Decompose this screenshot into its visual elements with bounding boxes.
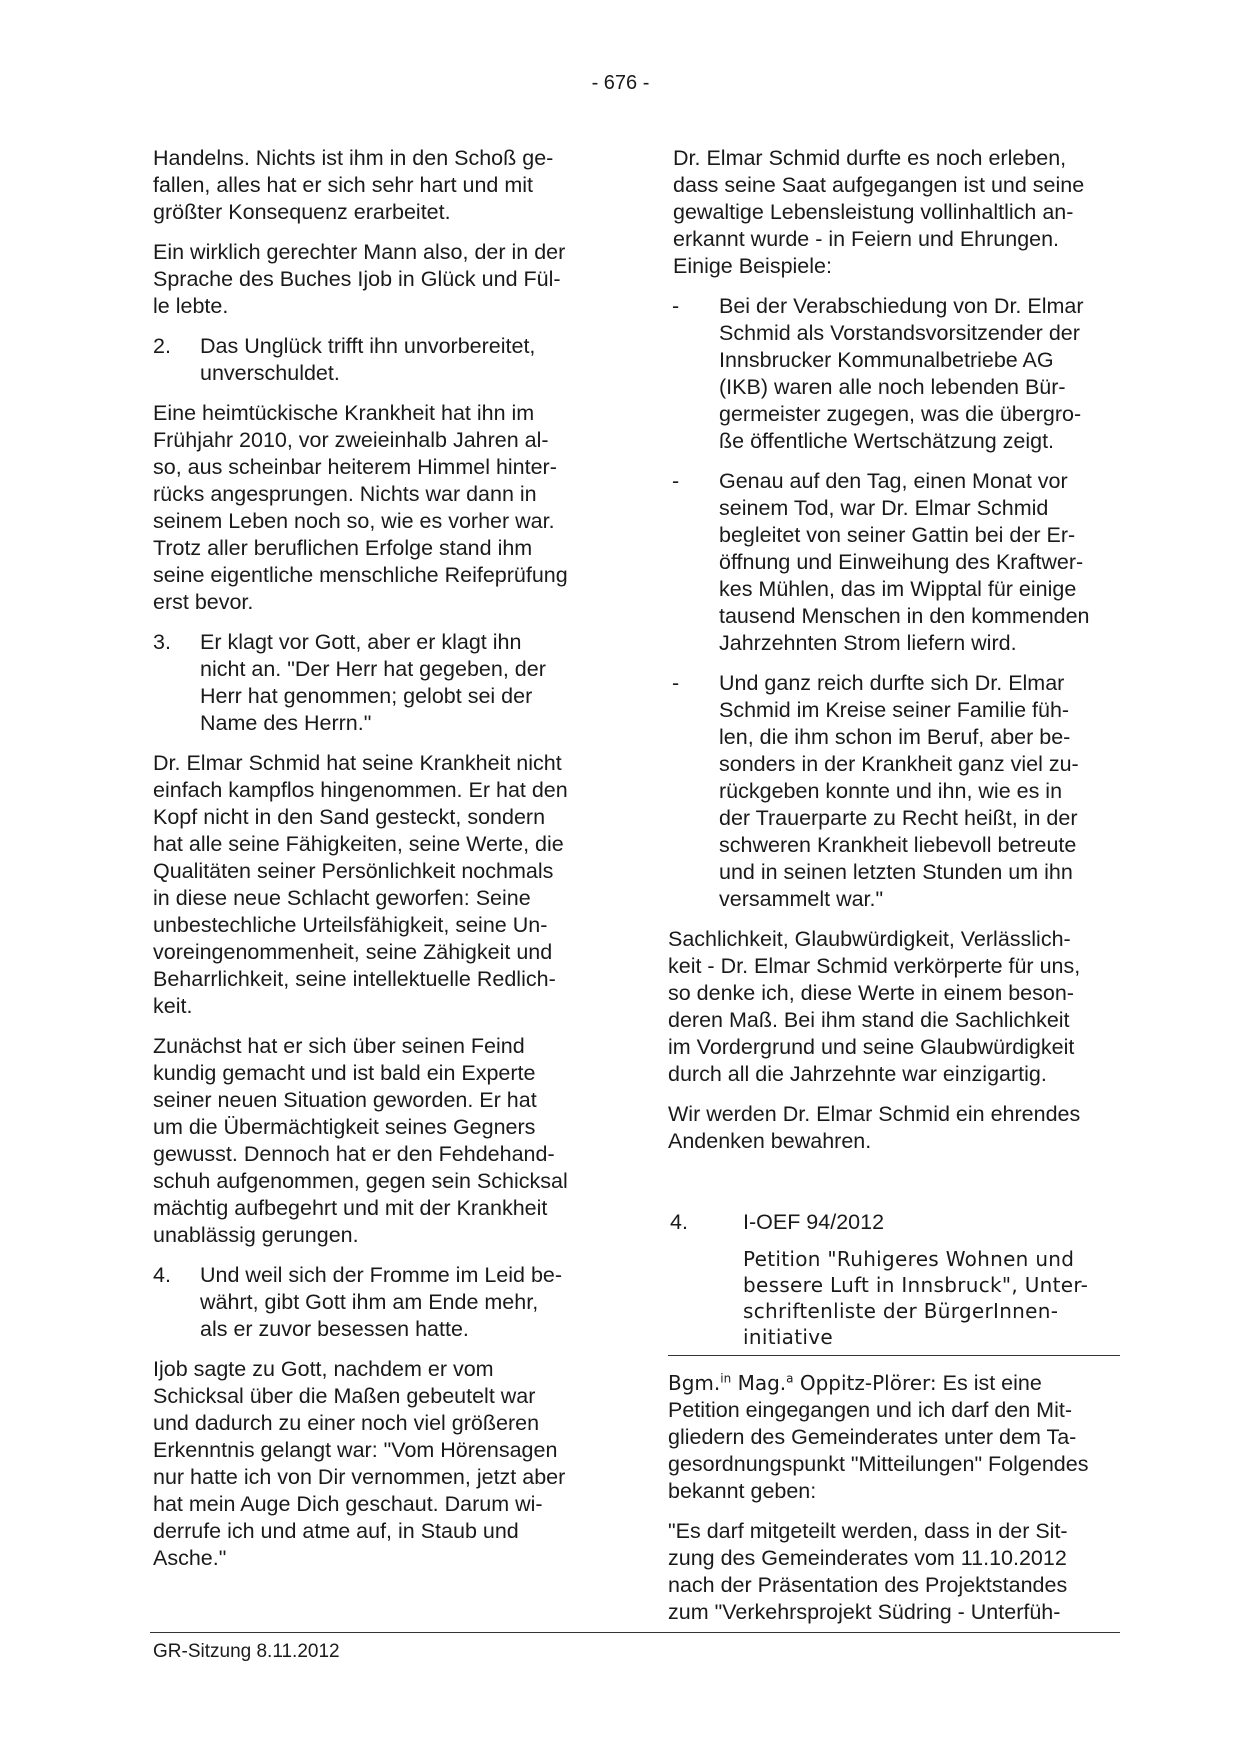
footer-text: GR-Sitzung 8.11.2012 (153, 1641, 340, 1662)
item-text: Und weil sich der Fromme im Leid be- währt, gibt Gott ihm am Ende mehr, als er zuvor besessen hatte. (200, 1263, 563, 1341)
bullet-item (668, 293, 1120, 455)
paragraph: Ijob sagte zu Gott, nachdem er vom Schicksal über die Maßen gebeutelt war und dadurch zu einer noch viel größeren Erkenntnis gelangt war: "Vom Hörensagen nur hatte ich von Dir vernommen, jetzt aber hat mein Auge Dich geschaut. Darum wi- derrufe ich und atme auf, in Staub und Asche." (153, 1357, 566, 1570)
page-number: - 676 - (591, 72, 650, 94)
speaker-sup-2: a (786, 1371, 794, 1386)
speaker-paragraph (668, 1370, 1120, 1505)
agenda-header (668, 1209, 1120, 1236)
paragraph: Dr. Elmar Schmid durfte es noch erleben, dass seine Saat aufgegangen ist und seine gewaltige Lebensleistung vollinhaltlich an- erkannt wurde - in Feiern und Ehrungen. Einige Beispiele: (673, 146, 1085, 278)
paragraph: "Es darf mitgeteilt werden, dass in der Sit- zung des Gemeinderates vom 11.10.2012 nach der Präsentation des Projektstandes zum "Verkehrsprojekt Südring - Unterfüh- (668, 1519, 1068, 1624)
bullet-marker: - (672, 671, 680, 695)
right-column (668, 145, 1120, 1639)
left-column (153, 145, 593, 1585)
paragraph: Zunächst hat er sich über seinen Feind kundig gemacht und ist bald ein Experte seiner neuen Situation geworden. Er hat um die Übermächtigkeit seines Gegners gewusst. Dennoch hat er den Fehdehand- schuh aufgenommen, gegen sein Schicksal mächtig aufbegehrt und mit der Krankheit unablässig gerungen. (153, 1034, 568, 1247)
agenda-code: I-OEF 94/2012 (743, 1210, 885, 1234)
numbered-item (153, 1262, 593, 1343)
item-number: 3. (153, 630, 171, 654)
numbered-item (153, 333, 593, 387)
bullet-text: Und ganz reich durfte sich Dr. Elmar Schmid im Kreise seiner Familie füh- len, die ihm schon im Beruf, aber be- sonders in der Krankheit ganz viel zu- rückgeben konnte und ihn, wie es in der Trauerparte zu Recht heißt, in der schweren Krankheit liebevoll betreute und in seinen letzten Stunden um ihn versammelt war." (719, 671, 1079, 911)
item-number: 4. (153, 1263, 171, 1287)
bullet-marker: - (672, 469, 680, 493)
item-text: Er klagt vor Gott, aber er klagt ihn nicht an. "Der Herr hat gegeben, der Herr hat genommen; gelobt sei der Name des Herrn." (200, 630, 546, 735)
speaker-sup-1: in (720, 1371, 732, 1386)
agenda-number: 4. (670, 1210, 688, 1234)
bullet-item (668, 670, 1120, 913)
bullet-text: Bei der Verabschiedung von Dr. Elmar Schmid als Vorstandsvorsitzender der Innsbrucker Kommunalbetriebe AG (IKB) waren alle noch lebenden Bür- germeister zugegen, was die übergro- ße öffentliche Wertschätzung zeigt. (719, 294, 1084, 453)
agenda-divider (668, 1355, 1120, 1356)
paragraph: Eine heimtückische Krankheit hat ihn im Frühjahr 2010, vor zweieinhalb Jahren al- so, aus scheinbar heiterem Himmel hinter- rücks angesprungen. Nichts war dann in seinem Leben noch so, wie es vorher war. Trotz aller beruflichen Erfolge stand ihm seine eigentliche menschliche Reifeprüfung erst bevor. (153, 401, 568, 614)
footer-divider (150, 1632, 1120, 1633)
agenda-title: Petition "Ruhigeres Wohnen und bessere Luft in Innsbruck", Unter- schriftenliste der BürgerInnen- initiative (743, 1247, 1089, 1349)
paragraph: Sachlichkeit, Glaubwürdigkeit, Verlässlich- keit - Dr. Elmar Schmid verkörperte für uns, so denke ich, diese Werte in einem beson- deren Maß. Bei ihm stand die Sachlichkeit im Vordergrund und seine Glaubwürdigkeit durch all die Jahrzehnte war einzigartig. (668, 927, 1081, 1086)
bullet-marker: - (672, 294, 680, 318)
speaker-surname: Oppitz-Plörer: (793, 1371, 937, 1395)
paragraph: Ein wirklich gerechter Mann also, der in der Sprache des Buches Ijob in Glück und Fül- le lebte. (153, 240, 566, 318)
speaker-title-a: Bgm. (668, 1371, 721, 1395)
item-number: 2. (153, 334, 171, 358)
paragraph: Handelns. Nichts ist ihm in den Schoß ge- fallen, alles hat er sich sehr hart und mit größter Konsequenz erarbeitet. (153, 146, 554, 224)
bullet-text: Genau auf den Tag, einen Monat vor seinem Tod, war Dr. Elmar Schmid begleitet von seiner Gattin bei der Er- öffnung und Einweihung des Kraftwer- kes Mühlen, das im Wipptal für einige tausend Menschen in den kommenden Jahrzehnten Strom liefern wird. (719, 469, 1090, 655)
speaker-name (668, 1371, 937, 1395)
paragraph: Wir werden Dr. Elmar Schmid ein ehrendes Andenken bewahren. (668, 1102, 1081, 1153)
speaker-title-b: Mag. (731, 1371, 787, 1395)
item-text: Das Unglück trifft ihn unvorbereitet, unverschuldet. (200, 334, 536, 385)
bullet-item (668, 468, 1120, 657)
speech-text: Es ist eine Petition eingegangen und ich darf den Mit- gliedern des Gemeinderates unter dem Ta- gesordnungspunkt "Mitteilungen" Folgendes bekannt geben: (668, 1371, 1089, 1503)
agenda-item (668, 1209, 1120, 1350)
numbered-item (153, 629, 593, 737)
paragraph: Dr. Elmar Schmid hat seine Krankheit nicht einfach kampflos hingenommen. Er hat den Kopf nicht in den Sand gesteckt, sondern hat alle seine Fähigkeiten, seine Werte, die Qualitäten seiner Persönlichkeit nochmals in diese neue Schlacht geworfen: Seine unbestechliche Urteilsfähigkeit, seine Un- voreingenommenheit, seine Zähigkeit und Beharrlichkeit, seine intellektuelle Redlich- keit. (153, 751, 568, 1018)
